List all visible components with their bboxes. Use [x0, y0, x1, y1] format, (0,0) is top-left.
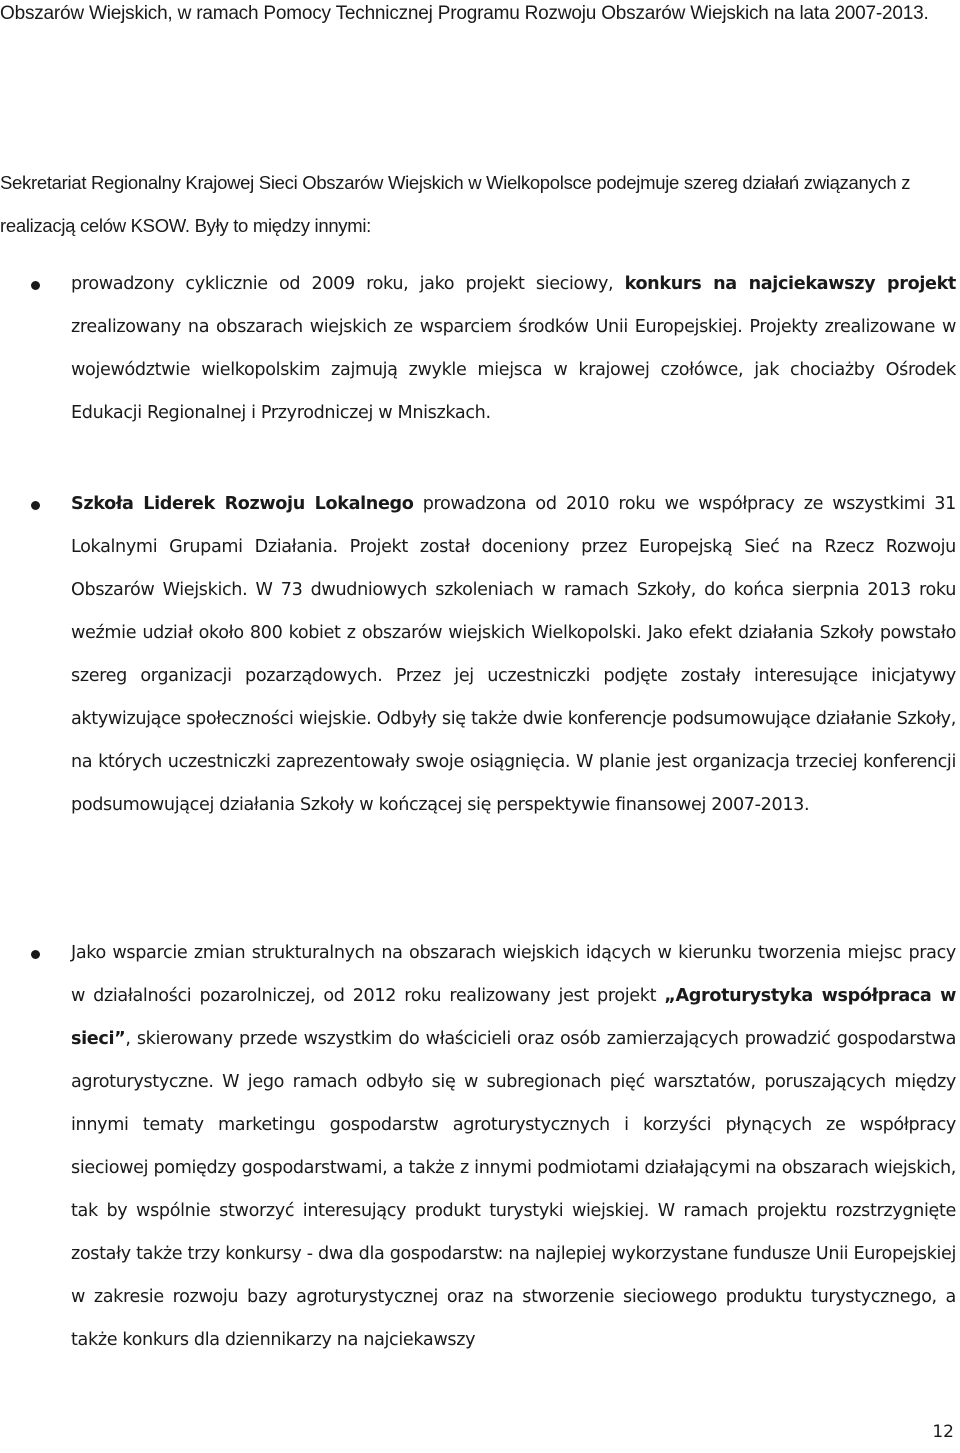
bullet-text-post: zrealizowany na obszarach wiejskich ze wsparciem środków Unii Europejskiej. Projekty zrealizowane w województwie wielkopolskim zajmują zwykle miejsca w krajowej czołówce, jak chociażby Ośrodek Edukacji Regionalnej i Przyrodniczej w Mniszkach. — [71, 317, 956, 423]
intro-paragraph: Obszarów Wiejskich, w ramach Pomocy Technicznej Programu Rozwoju Obszarów Wiejskich na lata 2007-2013. — [0, 3, 929, 24]
bullet-text-post: , skierowany przede wszystkim do właścicieli oraz osób zamierzających prowadzić gospodarstwa agroturystyczne. W jego ramach odbyło się w subregionach pięć warsztatów, poruszających między innymi tematy marketingu gospodarstw agroturystycznych i korzyści płynących ze współpracy sieciowej pomiędzy gospodarstwami, a także z innymi podmiotami działającymi na obszarach wiejskich, tak by wspólnie stworzyć interesujący produkt turystyki wiejskiej. W ramach projektu rozstrzygnięte zostały także trzy konkursy - dwa dla gospodarstw: na najlepiej wykorzystane fundusze Unii Europejskiej w zakresie rozwoju bazy agroturystycznej oraz na stworzenie sieciowego produktu turystycznego, a także konkurs dla dziennikarzy na najciekawszy — [71, 1029, 956, 1350]
secretariat-text-a: Sekretariat Regionalny Krajowej Sieci Obszarów Wiejskich w Wielkopolsce podejmuje szereg działań związanych z realizacją celów KSOW. — [0, 172, 911, 236]
bullet-dot-icon — [31, 281, 40, 290]
bullet-dot-icon — [31, 950, 40, 959]
bullet-text-pre: Jako wsparcie zmian strukturalnych na obszarach wiejskich idących w kierunku tworzenia miejsc pracy w działalności pozarolniczej, od 2012 roku realizowany jest projekt — [71, 943, 956, 1006]
bullet-text-pre: prowadzony cyklicznie od 2009 roku, jako projekt sieciowy, — [71, 274, 625, 294]
bullet-text-contest — [71, 263, 956, 435]
bullet-text-leaders-school — [71, 483, 956, 827]
bullet-text-post: prowadzona od 2010 roku we współpracy ze wszystkimi 31 Lokalnymi Grupami Działania. Projekt został doceniony przez Europejską Sieć na Rzecz Rozwoju Obszarów Wiejskich. W 73 dwudniowych szkoleniach w ramach Szkoły, do końca sierpnia 2013 roku weźmie udział około 800 kobiet z obszarów wiejskich Wielkopolski. Jako efekt działania Szkoły powstało szereg organizacji pozarządowych. Przez jej uczestniczki podjęte zostały interesujące inicjatywy aktywizujące społeczności wiejskie. Odbyły się także dwie konferencje podsumowujące działanie Szkoły, na których uczestniczki zaprezentowały swoje osiągnięcia. W planie jest organizacja trzeciej konferencji podsumowującej działania Szkoły w kończącej się perspektywie finansowej 2007-2013. — [71, 494, 956, 815]
bullet-text-bold: „Agroturystyka współpraca w sieci” — [71, 986, 956, 1049]
bullet-text-bold: konkurs na najciekawszy projekt — [624, 274, 956, 294]
secretariat-text-b: Były to między innymi: — [189, 215, 372, 236]
secretariat-paragraph — [0, 161, 956, 247]
bullet-dot-icon — [31, 501, 40, 510]
bullet-text-bold: Szkoła Liderek Rozwoju Lokalnego — [71, 494, 414, 514]
page-number: 12 — [932, 1422, 954, 1442]
bullet-text-agrotourism — [71, 932, 956, 1362]
